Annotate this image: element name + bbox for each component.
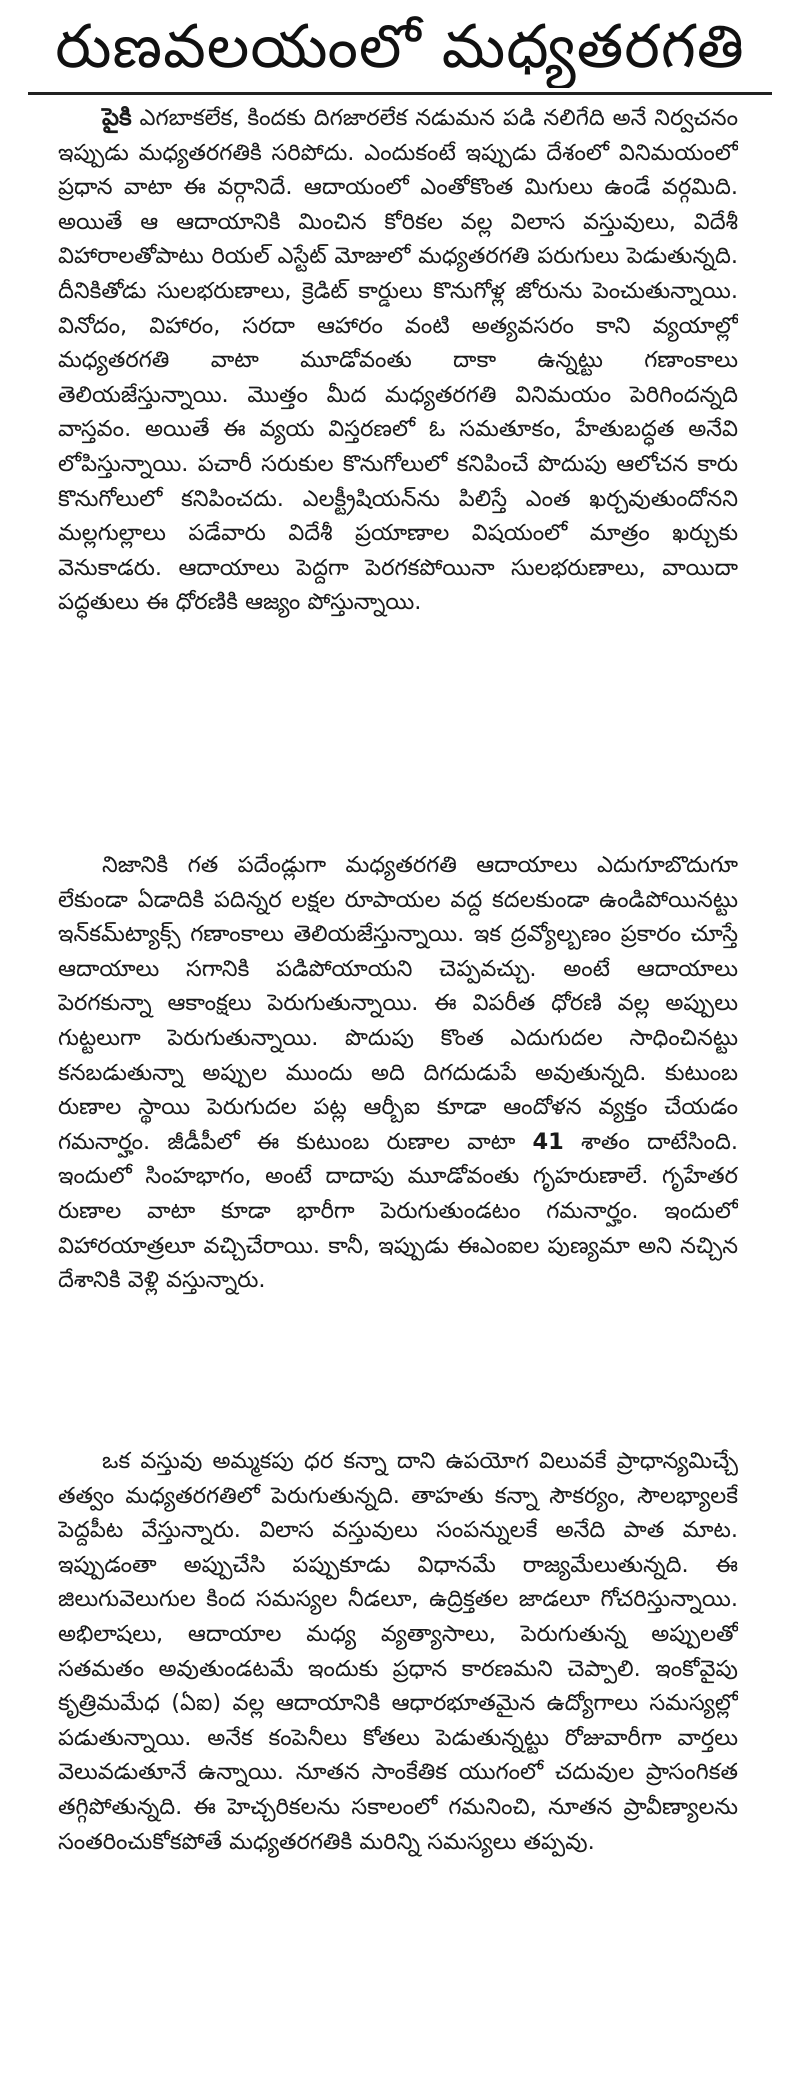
paragraph-2-text-before: నిజానికి గత పదేండ్లుగా మధ్యతరగతి ఆదాయాలు ఎదుగూబొదుగూ లేకుండా ఏడాదికి పదిన్నర లక్షల రూపాయల వద్ద కదలకుండా ఉండిపోయినట్టు ఇన్‌కమ్‌ట్యాక్స్ గణాంకాలు తెలియజేస్తున్నాయి. ఇక ద్రవ్యోల్బణం ప్రకారం చూస్తే ఆదాయాలు సగానికి పడిపోయాయని చెప్పవచ్చు. అంటే ఆదాయాలు పెరగకున్నా ఆకాంక్షలు పెరుగుతున్నాయి. ఈ విపరీత ధోరణి వల్ల అప్పులు గుట్టలుగా పెరుగుతున్నాయి. పొదుపు కొంత ఎదుగుదల సాధించినట్టు కనబడుతున్నా అప్పుల ముందు అది దిగదుడుపే అవుతున్నది. కుటుంబ రుణాల స్థాయి పెరుగుదల పట్ల ఆర్బీఐ కూడా ఆందోళన వ్యక్తం చేయడం గమనార్హం. జీడీపీలో ఈ కుటుంబ రుణాల వాటా: [58, 852, 738, 1155]
article-paragraph-2: [58, 848, 738, 1408]
article-title: రుణవలయంలో మధ్యతరగతి: [55, 12, 745, 82]
paragraph-2-text-after: శాతం దాటేసింది. ఇందులో సింహభాగం, అంటే దాదాపు మూడోవంతు గృహరుణాలే. గృహేతర రుణాల వాటా కూడా భారీగా పెరుగుతుండటం గమనార్హం. ఇందులో విహారయాత్రలూ వచ్చిచేరాయి. కానీ, ఇప్పుడు ఈఎంఐల పుణ్యమా అని నచ్చిన దేశానికి వెళ్లి వస్తున్నారు.: [58, 1128, 738, 1294]
paragraph-3-text: ఒక వస్తువు అమ్మకపు ధర కన్నా దాని ఉపయోగ విలువకే ప్రాధాన్యమిచ్చే తత్వం మధ్యతరగతిలో పెరుగుతున్నది. తాహతు కన్నా సౌకర్యం, సౌలభ్యాలకే పెద్దపీట వేస్తున్నారు. విలాస వస్తువులు సంపన్నులకే అనేది పాత మాట. ఇప్పుడంతా అప్పుచేసి పప్పుకూడు విధానమే రాజ్యమేలుతున్నది. ఈ జిలుగువెలుగుల కింద సమస్యల నీడలూ, ఉద్రిక్తతల జాడలూ గోచరిస్తున్నాయి. అభిలాషలు, ఆదాయాల మధ్య వ్యత్యాసాలు, పెరుగుతున్న అప్పులతో సతమతం అవుతుండటమే ఇందుకు ప్రధాన కారణమని చెప్పాలి. ఇంకోవైపు కృత్రిమమేధ (ఏఐ) వల్ల ఆదాయానికి ఆధారభూతమైన ఉద్యోగాలు సమస్యల్లో పడుతున్నాయి. అనేక కంపెనీలు కోతలు పెడుతున్నట్టు రోజువారీగా వార్తలు వెలువడుతూనే ఉన్నాయి. నూతన సాంకేతిక యుగంలో చదువుల ప్రాసంగికత తగ్గిపోతున్నది. ఈ హెచ్చరికలను సకాలంలో గమనించి, నూతన ప్రావీణ్యాలను సంతరించుకోకపోతే మధ్యతరగతికి మరిన్ని సమస్యలు తప్పవు.: [58, 1448, 738, 1855]
article-paragraph-1: [58, 100, 738, 820]
lead-word: పైకి: [102, 103, 132, 131]
article-paragraph-3: [58, 1444, 738, 2084]
title-divider: [28, 92, 772, 95]
debt-share-percentage: 41: [532, 1128, 564, 1155]
paragraph-1-text: ఎగబాకలేక, కిందకు దిగజారలేక నడుమన పడి నలిగేది అనే నిర్వచనం ఇప్పుడు మధ్యతరగతికి సరిపోదు. ఎందుకంటే ఇప్పుడు దేశంలో వినిమయంలో ప్రధాన వాటా ఈ వర్గానిదే. ఆదాయంలో ఎంతోకొంత మిగులు ఉండే వర్గమిది. అయితే ఆ ఆదాయానికి మించిన కోరికల వల్ల విలాస వస్తువులు, విదేశీ విహారాలతోపాటు రియల్ ఎస్టేట్ మోజులో మధ్యతరగతి పరుగులు పెడుతున్నది. దీనికితోడు సులభరుణాలు, క్రెడిట్ కార్డులు కొనుగోళ్ల జోరును పెంచుతున్నాయి. వినోదం, విహారం, సరదా ఆహారం వంటి అత్యవసరం కాని వ్యయాల్లో మధ్యతరగతి వాటా మూడోవంతు దాకా ఉన్నట్టు గణాంకాలు తెలియజేస్తున్నాయి. మొత్తం మీద మధ్యతరగతి వినిమయం పెరిగిందన్నది వాస్తవం. అయితే ఈ వ్యయ విస్తరణలో ఓ సమతూకం, హేతుబద్ధత అనేవి లోపిస్తున్నాయి. పచారీ సరుకుల కొనుగోలులో కనిపించే పొదుపు ఆలోచన కారు కొనుగోలులో కనిపించదు. ఎలక్ట్రీషియన్‌ను పిలిస్తే ఎంత ఖర్చవుతుందోనని మల్లగుల్లాలు పడేవారు విదేశీ ప్రయాణాల విషయంలో మాత్రం ఖర్చుకు వెనుకాడరు. ఆదాయాలు పెద్దగా పెరగకపోయినా సులభరుణాలు, వాయిదా పద్ధతులు ఈ ధోరణికి ఆజ్యం పోస్తున్నాయి.: [58, 105, 738, 616]
